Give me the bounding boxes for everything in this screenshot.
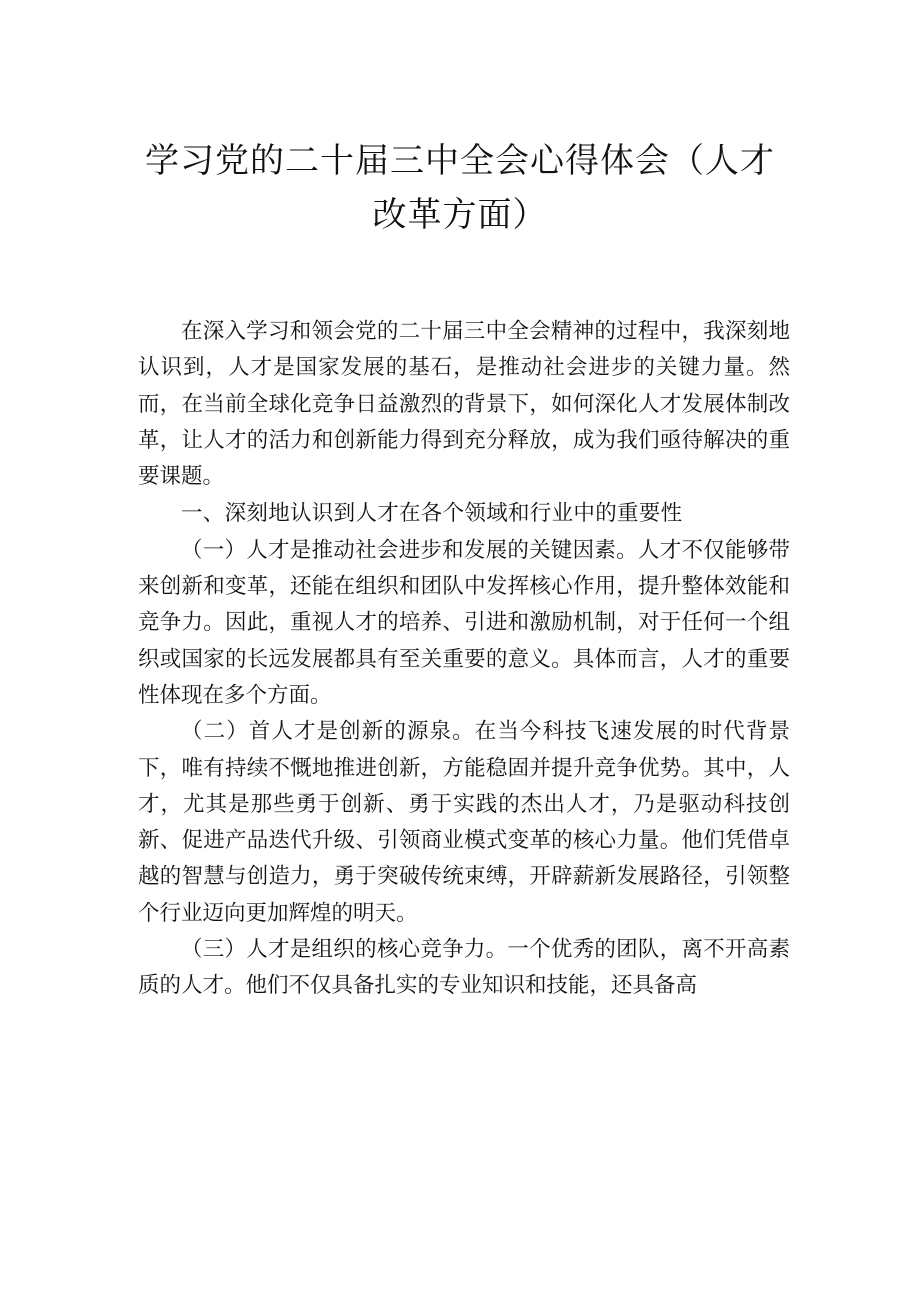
document-body xyxy=(138,314,790,1005)
document-title-line-2: 改革方面） xyxy=(372,195,548,235)
intro-paragraph: 在深入学习和领会党的二十届三中全会精神的过程中，我深刻地认识到，人才是国家发展的基石，是推动社会进步的关键力量。然而，在当前全球化竞争日益激烈的背景下，如何深化人才发展体制改革，让人才的活力和创新能力得到充分释放，成为我们亟待解决的重要课题。 xyxy=(138,319,790,490)
paragraph-point-3: （三）人才是组织的核心竞争力。一个优秀的团队，离不开高素质的人才。他们不仅具备扎实的专业知识和技能，还具备高 xyxy=(138,937,790,999)
paragraph-point-1: （一）人才是推动社会进步和发展的关键因素。人才不仅能够带来创新和变革，还能在组织和团队中发挥核心作用，提升整体效能和竞争力。因此，重视人才的培养、引进和激励机制，对于任何一个组织或国家的长远发展都具有至关重要的意义。具体而言，人才的重要性体现在多个方面。 xyxy=(138,537,790,708)
paragraph-point-2: （二）首人才是创新的源泉。在当今科技飞速发展的时代背景下，唯有持续不慨地推进创新，方能稳固并提升竞争优势。其中，人才，尤其是那些勇于创新、勇于实践的杰出人才，乃是驱动科技创新、促进产品迭代升级、引领商业模式变革的核心力量。他们凭借卓越的智慧与创造力，勇于突破传统束缚，开辟薪新发展路径，引领整个行业迈向更加辉煌的明天。 xyxy=(138,719,790,926)
section-heading: 一、深刻地认识到人才在各个领域和行业中的重要性 xyxy=(181,501,683,527)
document-title-line-1: 学习党的二十届三中全会心得体会（人才 xyxy=(145,141,775,181)
